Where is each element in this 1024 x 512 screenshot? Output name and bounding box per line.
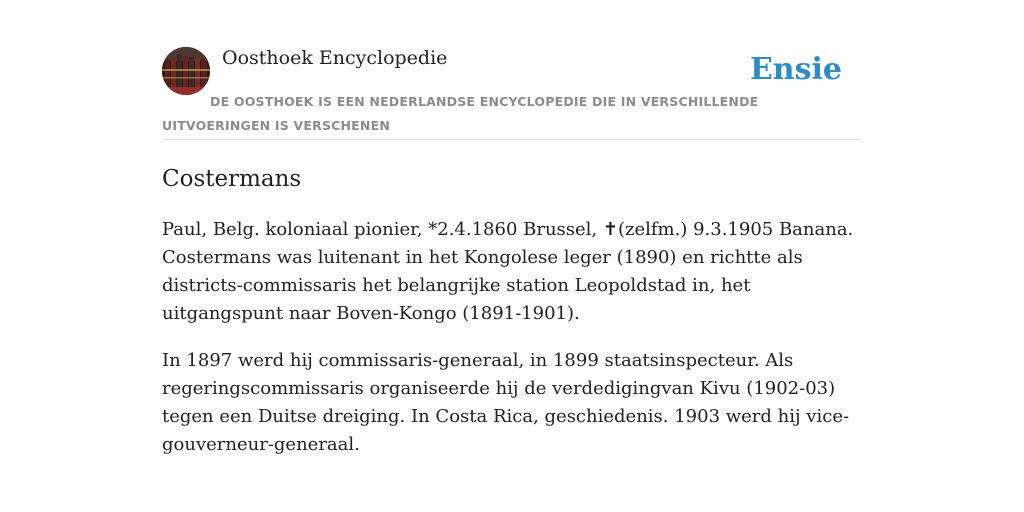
- site-avatar[interactable]: [162, 47, 210, 95]
- brand-logo[interactable]: Ensie: [749, 52, 842, 87]
- article-title: Costermans: [162, 166, 302, 192]
- article-paragraph: Paul, Belg. koloniaal pionier, *2.4.1860 Brussel, ✝(zelfm.) 9.3.1905 Banana. Costermans was luitenant in het Kongolese leger (1890) en richtte als districts-commissaris het belangrijke station Leopoldstad in, het uitgangspunt naar Boven-Kongo (1891-1901).: [162, 219, 854, 324]
- article-paragraph: In 1897 werd hij commissaris-generaal, in 1899 staatsinspecteur. Als regeringscommissaris organiseerde hij de verdedigingvan Kivu (1902-03) tegen een Duitse dreiging. In Costa Rica, geschiedenis. 1903 werd hij vice-gouverneur-generaal.: [162, 350, 850, 455]
- encyclopedia-books-icon: [162, 47, 210, 95]
- site-header: [162, 46, 862, 140]
- article-body: [162, 216, 862, 478]
- site-title[interactable]: Oosthoek Encyclopedie: [222, 47, 448, 69]
- site-tagline: DE OOSTHOEK IS EEN NEDERLANDSE ENCYCLOPEDIE DIE IN VERSCHILLENDE UITVOERINGEN IS VERSCHENEN: [162, 94, 759, 133]
